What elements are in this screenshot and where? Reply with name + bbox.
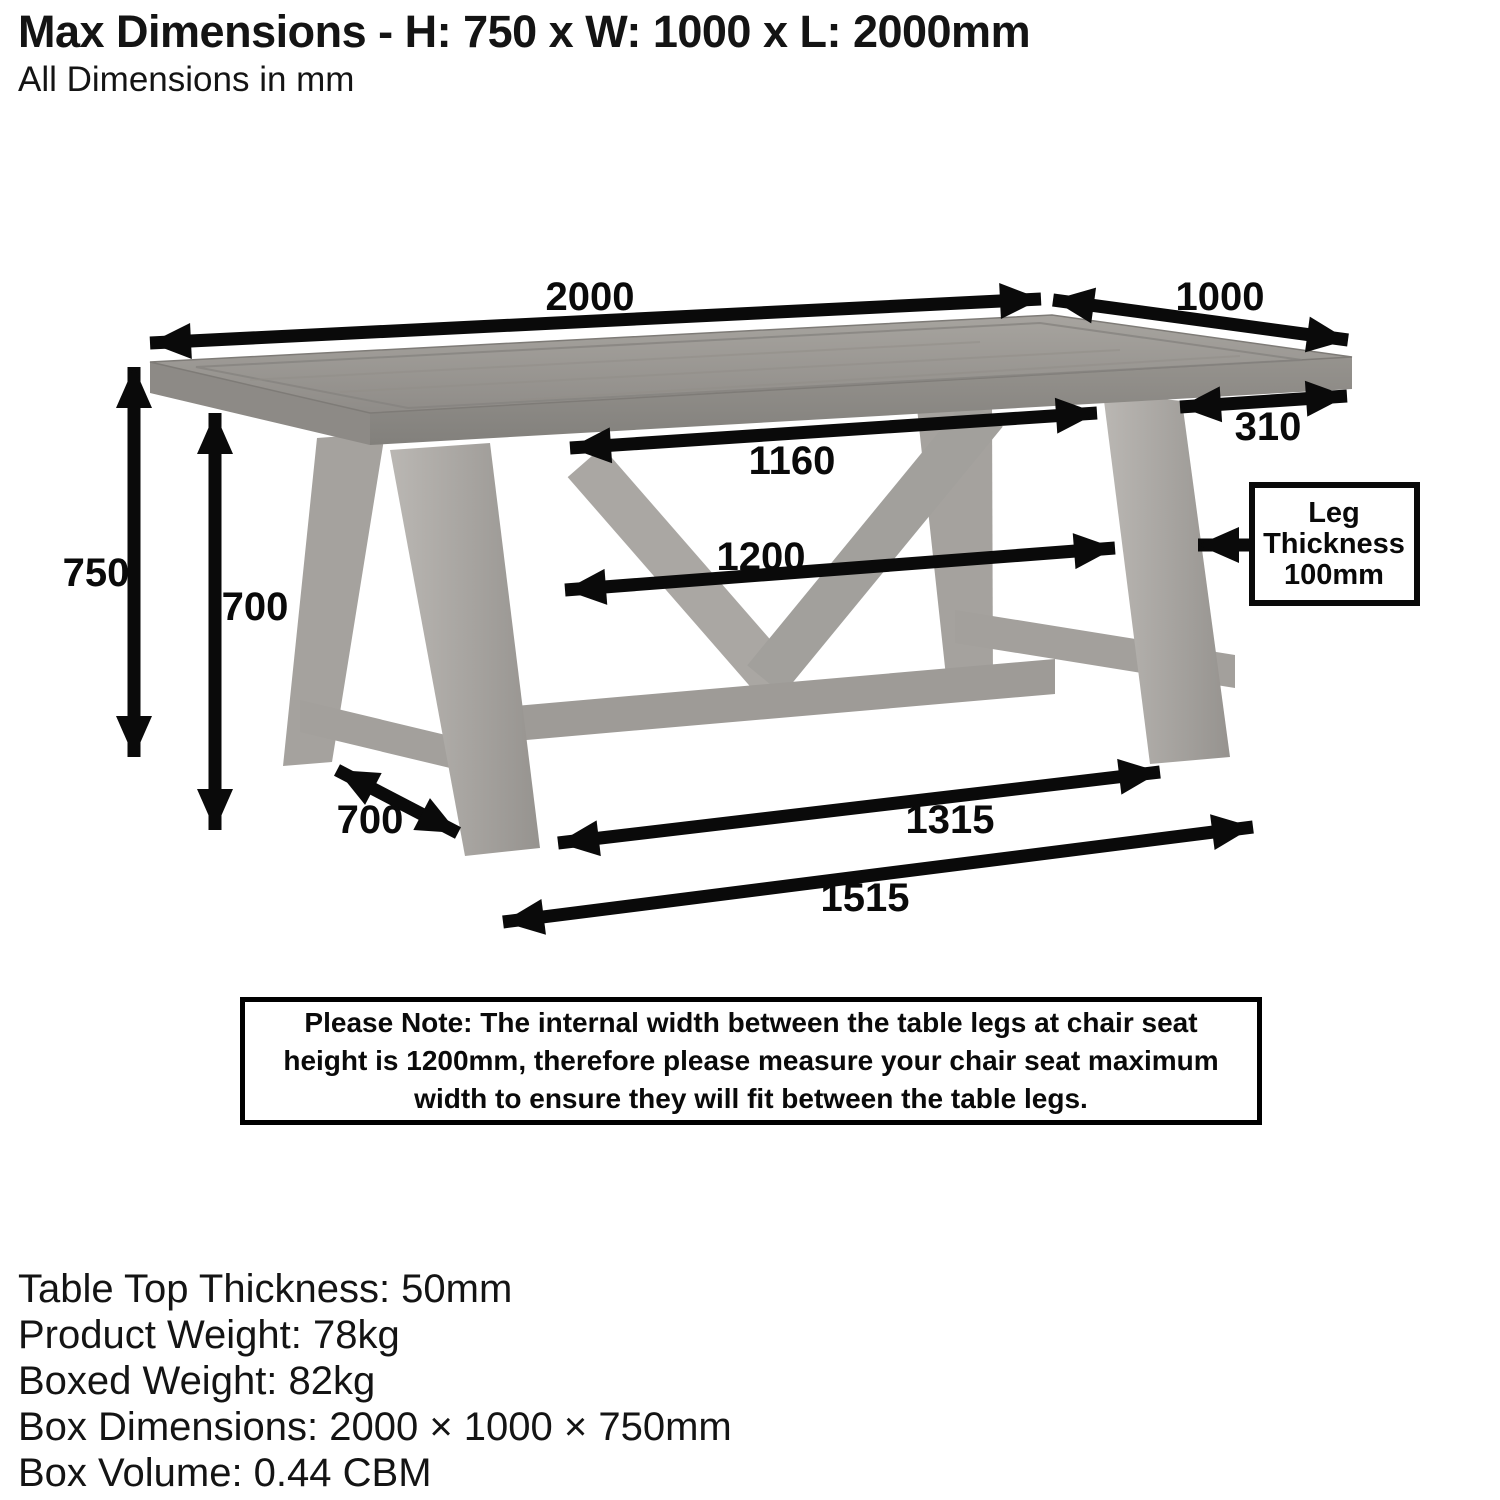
label-underside-700: 700 (221, 585, 289, 629)
label-inner-1200: 1200 (716, 535, 806, 579)
leg-thickness-line2: Thickness (1263, 528, 1405, 560)
product-specs (18, 1266, 732, 1496)
label-width-1000: 1000 (1175, 275, 1265, 319)
note-line-3: width to ensure they will fit between the table legs. (414, 1083, 1088, 1114)
arrow-feet-inner-1315 (558, 772, 1160, 843)
label-leg-depth-700: 700 (336, 798, 404, 842)
label-feet-outer-1515: 1515 (820, 876, 910, 920)
spec-boxed-weight: Boxed Weight: 82kg (18, 1359, 376, 1403)
label-feet-inner-1315: 1315 (905, 798, 995, 842)
note-line-2: height is 1200mm, therefore please measure your chair seat maximum (283, 1045, 1219, 1076)
leg-thickness-callout (1252, 485, 1417, 603)
spec-box-dimensions: Box Dimensions: 2000 × 1000 × 750mm (18, 1405, 732, 1449)
leg-thickness-line1: Leg (1308, 497, 1360, 529)
label-height-750: 750 (62, 551, 130, 595)
label-inner-1160: 1160 (748, 439, 836, 483)
leg-thickness-line3: 100mm (1284, 559, 1384, 591)
note-box (240, 997, 1262, 1125)
label-length-2000: 2000 (545, 275, 635, 319)
spec-top-thickness: Table Top Thickness: 50mm (18, 1267, 513, 1311)
label-overhang-310: 310 (1234, 405, 1302, 449)
note-line-1: Please Note: The internal width between the table legs at chair seat (304, 1007, 1198, 1038)
spec-product-weight: Product Weight: 78kg (18, 1313, 400, 1357)
page-subtitle: All Dimensions in mm (18, 60, 355, 99)
page-title: Max Dimensions - H: 750 x W: 1000 x L: 2000mm (18, 6, 1031, 57)
table-illustration (150, 315, 1352, 856)
table-front-right-leg (1103, 393, 1230, 764)
table-front-left-leg (390, 443, 540, 856)
spec-box-volume: Box Volume: 0.44 CBM (18, 1451, 432, 1495)
